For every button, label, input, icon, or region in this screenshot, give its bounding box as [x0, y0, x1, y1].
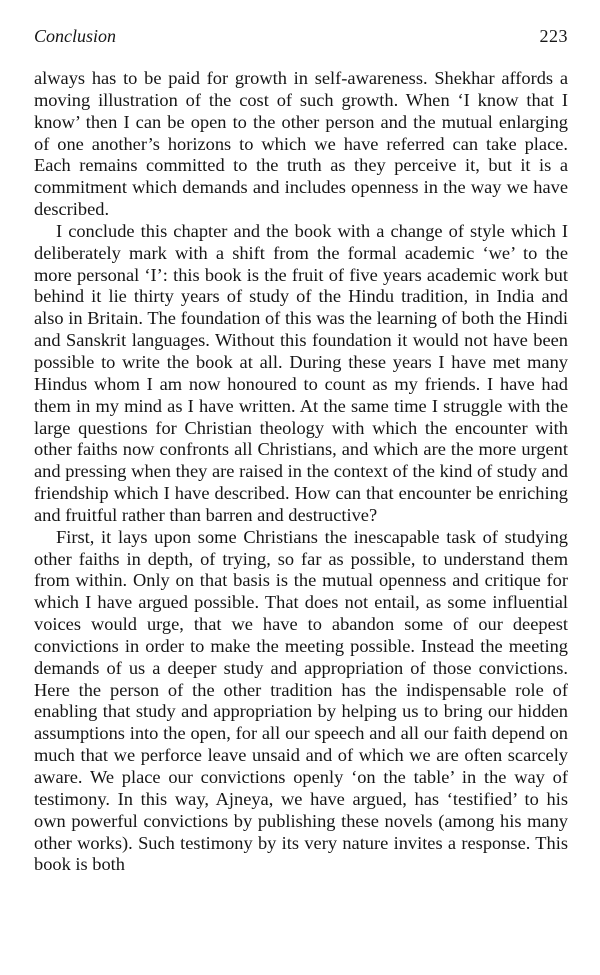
chapter-title: Conclusion	[34, 26, 117, 46]
paragraph-2: I conclude this chapter and the book with a change of style which I deliberately mark with a shift from the formal academic ‘we’ to the more personal ‘I’: this book is the fruit of five years academic work but behind it lie thirty years of study of the Hindu tradition, in India and also in Britain. The foundation of this was the learning of both the Hindi and Sanskrit languages. Without this foundation it would not have been possible to write the book at all. During these years I have met many Hindus whom I am now honoured to count as my friends. I have had them in my mind as I have written. At the same time I struggle with the large questions for Christian theology with which the encounter with other faiths now confronts all Christians, and which are the more urgent and pressing when they are raised in the context of the kind of study and friendship which I have described. How can that encounter be enriching and fruitful rather than barren and destructive?	[34, 220, 568, 525]
paragraph-3: First, it lays upon some Christians the inescapable task of studying other faiths in depth, of trying, so far as possible, to understand them from within. Only on that basis is the mutual openness and critique for which I have argued possible. That does not entail, as some influential voices would urge, that we have to abandon some of our deepest convictions in order to make the meeting possible. Instead the meeting demands of us a deeper study and appropriation of those convictions. Here the person of the other tradition has the indispensable role of enabling that study and appropriation by helping us to bring our hidden assumptions into the open, for all our speech and all our faith depend on much that we perforce leave unsaid and of which we are often scarcely aware. We place our convictions openly ‘on the table’ in the way of testimony. In this way, Ajneya, we have argued, has ‘testified’ to his own powerful convictions by publishing these novels (among his many other works). Such testimony by its very nature invites a response. This book is both	[34, 526, 568, 875]
running-head	[34, 26, 568, 48]
page-number: 223	[539, 26, 568, 46]
body-text	[34, 68, 568, 876]
paragraph-1: always has to be paid for growth in self-awareness. Shekhar affords a moving illustration of the cost of such growth. When ‘I know that I know’ then I can be open to the other person and the mutual enlarging of one another’s horizons to which we have referred can take place. Each remains committed to the truth as they perceive it, but it is a commitment which demands and includes openness in the way we have described.	[34, 68, 568, 220]
book-page	[34, 26, 568, 876]
